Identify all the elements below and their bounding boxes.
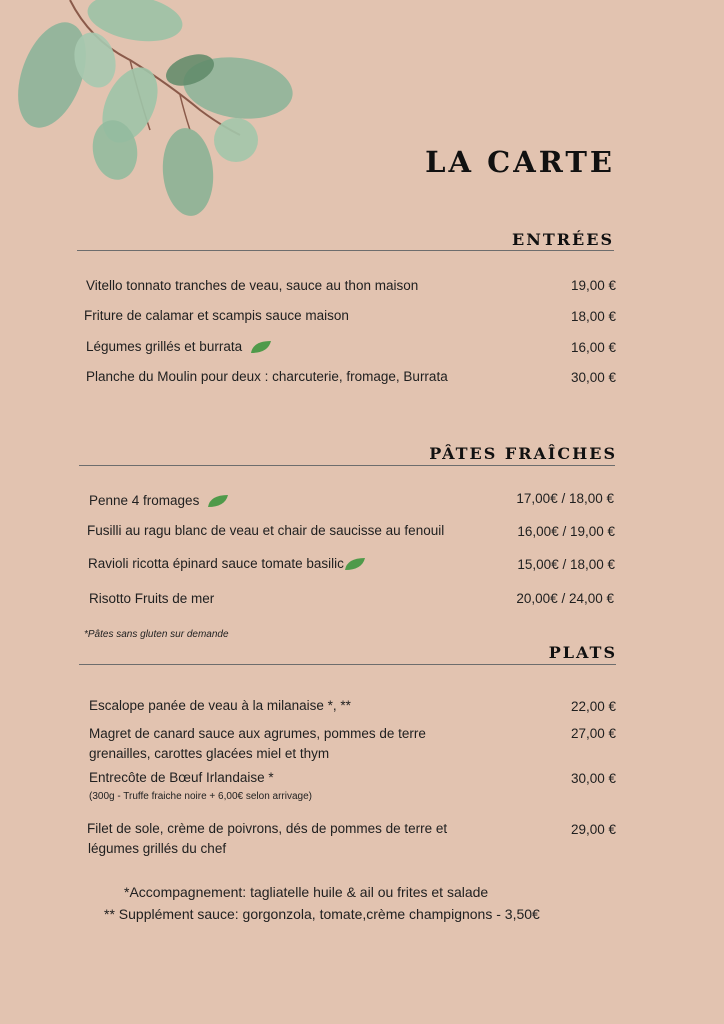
entree-item-name: Vitello tonnato tranches de veau, sauce au thon maison [86,278,419,293]
gluten-free-note: *Pâtes sans gluten sur demande [84,629,229,640]
pates-item-name: Penne 4 fromages [89,493,200,508]
section-title-entrees: ENTRÉES [512,230,614,249]
divider-plats [79,664,616,665]
leaf-icon [207,494,229,508]
pates-item-name: Risotto Fruits de mer [89,591,215,606]
section-title-plats: PLATS [548,643,617,662]
pates-item [89,491,229,511]
entree-item-price: 18,00 € [570,309,616,324]
pates-item-price: 17,00€ / 18,00 € [516,491,614,506]
leaf-icon [250,340,272,354]
eucalyptus-branch-decoration [0,0,300,230]
entree-item [86,337,272,357]
entree-item-name: Planche du Moulin pour deux : charcuterie, fromage, Burrata [86,369,448,384]
footer-accompaniment-note: *Accompagnement: tagliatelle huile & ail ou frites et salade [124,884,489,900]
plats-item-name-line2: grenailles, carottes glacées miel et thym [89,746,330,761]
pates-item-price: 16,00€ / 19,00 € [517,524,615,539]
leaf-icon [344,557,366,571]
plats-item-price: 29,00 € [570,822,616,837]
pates-item-name: Fusilli au ragu blanc de veau et chair de saucisse au fenouil [87,523,445,538]
plats-item-name: Entrecôte de Bœuf Irlandaise * [89,770,274,785]
pates-item-name: Ravioli ricotta épinard sauce tomate basilic [88,556,344,571]
divider-entrees [77,250,614,251]
pates-item [88,554,366,574]
plats-item-name-line1: Magret de canard sauce aux agrumes, pommes de terre [89,726,426,741]
pates-item-price: 20,00€ / 24,00 € [516,591,614,606]
section-title-pates: PÂTES FRAÎCHES [429,444,617,463]
menu-title: LA CARTE [425,145,615,179]
plats-item-price: 22,00 € [570,699,616,714]
plats-item-price: 27,00 € [570,726,616,741]
entree-item-price: 30,00 € [570,370,616,385]
pates-item-price: 15,00€ / 18,00 € [517,557,615,572]
plats-item-name: Escalope panée de veau à la milanaise *, ** [89,698,351,713]
entree-item-price: 16,00 € [570,340,616,355]
entree-item-price: 19,00 € [570,278,616,293]
plats-item-name-line2: légumes grillés du chef [88,841,227,856]
entree-item-name: Légumes grillés et burrata [86,339,243,354]
plats-item-detail: (300g - Truffe fraiche noire + 6,00€ selon arrivage) [89,791,312,802]
plats-item-price: 30,00 € [570,771,616,786]
plats-item-name-line1: Filet de sole, crème de poivrons, dés de pommes de terre et [87,821,448,836]
footer-sauce-supplement-note: ** Supplément sauce: gorgonzola, tomate,crème champignons - 3,50€ [104,906,540,922]
divider-pates [79,465,615,466]
entree-item-name: Friture de calamar et scampis sauce maison [84,308,349,323]
